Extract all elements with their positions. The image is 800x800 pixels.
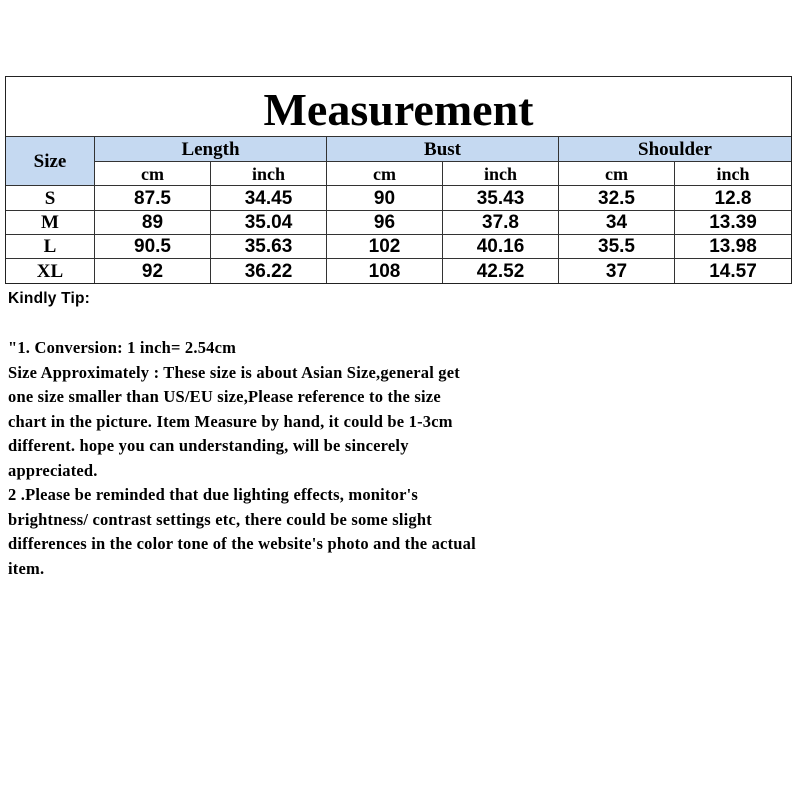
measurement-cell: 102	[327, 235, 443, 259]
length-header: Length	[95, 137, 327, 162]
note-line: brightness/ contrast settings etc, there could be some slight	[8, 509, 432, 529]
measurement-cell: 42.52	[443, 259, 559, 283]
size-header: Size	[6, 137, 95, 186]
measurement-cell: 32.5	[559, 186, 675, 211]
size-cell: XL	[6, 259, 95, 283]
measurement-cell: 36.22	[211, 259, 327, 283]
note-line: different. hope you can understanding, will be sincerely	[8, 436, 409, 455]
size-cell: S	[6, 186, 95, 211]
note-line: item.	[8, 558, 45, 578]
size-cell: L	[6, 235, 95, 259]
measurement-cell: 90	[327, 186, 443, 211]
measurement-cell: 37	[559, 259, 675, 283]
note-line: chart in the picture. Item Measure by hand, it could be 1-3cm	[8, 411, 453, 431]
measurement-cell: 35.43	[443, 186, 559, 211]
measurement-cell: 14.57	[709, 260, 757, 282]
note-line: "1. Conversion: 1 inch= 2.54cm	[8, 338, 237, 357]
shoulder-header: Shoulder	[559, 137, 791, 162]
measurement-cell: 37.8	[443, 211, 559, 235]
note-line: one size smaller than US/EU size,Please reference to the size	[8, 387, 441, 406]
length-inch-unit: inch	[211, 162, 327, 186]
measurement-cell: 13.98	[675, 235, 791, 259]
measurement-cell: 35.63	[211, 235, 327, 259]
measurement-cell: 34.45	[211, 186, 327, 211]
measurement-cell: 34	[559, 211, 675, 235]
measurement-cell: 12.8	[675, 186, 791, 211]
bust-header: Bust	[327, 137, 559, 162]
measurement-cell: 35.5	[559, 235, 675, 259]
note-line: 2 .Please be reminded that due lighting effects, monitor's	[8, 485, 419, 504]
blank-line	[8, 312, 568, 337]
measurement-cell: 87.5	[95, 186, 211, 211]
measurement-cell: 89	[95, 211, 211, 235]
measurement-cell: 40.16	[443, 235, 559, 259]
note-line: Size Approximately : These size is about Asian Size,general get	[8, 362, 460, 382]
measurement-cell: 35.04	[211, 211, 327, 235]
size-cell: M	[6, 211, 95, 235]
note-line: differences in the color tone of the website's photo and the actual	[8, 534, 476, 553]
shoulder-cm-unit: cm	[559, 162, 675, 186]
bust-cm-unit: cm	[327, 162, 443, 186]
measurement-cell: 13.39	[675, 211, 791, 235]
measurement-cell: 96	[327, 211, 443, 235]
shoulder-inch-unit: inch	[675, 162, 791, 186]
size-chart-table	[5, 76, 792, 284]
notes-section	[8, 287, 568, 581]
kindly-tip-label: Kindly Tip:	[8, 290, 90, 307]
measurement-cell: 90.5	[95, 235, 211, 259]
bust-inch-unit: inch	[443, 162, 559, 186]
table-title: Measurement	[6, 77, 791, 137]
length-cm-unit: cm	[95, 162, 211, 186]
measurement-cell: 108	[327, 259, 443, 283]
measurement-cell: 92	[95, 259, 211, 283]
note-line: appreciated.	[8, 460, 98, 480]
